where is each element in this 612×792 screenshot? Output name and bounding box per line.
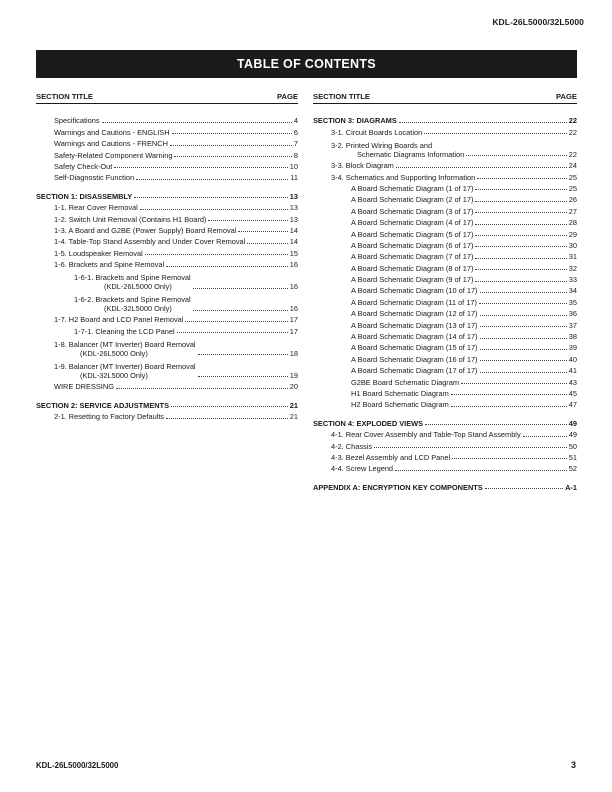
toc-entry-title-line: (KDL-32L5000 Only) bbox=[80, 370, 148, 380]
toc-entry bbox=[36, 291, 298, 313]
toc-entry-title: A Board Schematic Diagram (9 of 17) bbox=[351, 275, 474, 285]
toc-entry-title: A Board Schematic Diagram (6 of 17) bbox=[351, 240, 474, 250]
toc-entry bbox=[36, 398, 298, 409]
toc-banner: TABLE OF CONTENTS bbox=[36, 50, 577, 78]
toc-entry-page: 26 bbox=[568, 195, 577, 205]
toc-entry bbox=[313, 125, 577, 136]
toc-entry-title: A Board Schematic Diagram (10 of 17) bbox=[351, 286, 478, 296]
toc-entry bbox=[313, 462, 577, 473]
toc-entry-page: 35 bbox=[568, 297, 577, 307]
toc-entry-page: 7 bbox=[293, 139, 298, 149]
dot-leader bbox=[485, 488, 563, 489]
toc-entry-title bbox=[331, 141, 464, 159]
toc-entry bbox=[36, 171, 298, 182]
toc-entry-page: 8 bbox=[293, 150, 298, 160]
toc-entry bbox=[313, 439, 577, 450]
toc-entry-title: SECTION 2: SERVICE ADJUSTMENTS bbox=[36, 400, 170, 410]
toc-entry-page: 14 bbox=[289, 237, 298, 247]
page-number: 3 bbox=[570, 760, 576, 770]
toc-entry bbox=[36, 258, 298, 269]
dot-leader bbox=[396, 167, 567, 168]
toc-entry bbox=[313, 398, 577, 409]
toc-entry-page: 4 bbox=[293, 116, 298, 126]
toc-entry-title: 3-1. Circuit Boards Location bbox=[331, 127, 423, 137]
toc-entry bbox=[36, 358, 298, 380]
dot-leader bbox=[145, 254, 288, 255]
toc-entry-title: 3-3. Block Diagram bbox=[331, 161, 394, 171]
toc-entry-page: 15 bbox=[289, 248, 298, 258]
toc-entry-title: Safety-Related Component Warning bbox=[54, 150, 173, 160]
section-title-header: SECTION TITLE bbox=[36, 92, 93, 101]
toc-entry-title-line: (KDL-26L5000 Only) bbox=[80, 348, 148, 358]
toc-entry bbox=[313, 216, 577, 227]
dot-leader bbox=[140, 209, 288, 210]
dot-leader bbox=[170, 145, 292, 146]
toc-entry-page: 25 bbox=[568, 172, 577, 182]
toc-entry-title bbox=[54, 340, 196, 358]
toc-entry bbox=[313, 204, 577, 215]
toc-entry-page: 13 bbox=[289, 203, 298, 213]
page-header: PAGE bbox=[277, 92, 298, 101]
page-header: PAGE bbox=[556, 92, 577, 101]
toc-entry-title: A Board Schematic Diagram (13 of 17) bbox=[351, 320, 478, 330]
toc-entry bbox=[313, 307, 577, 318]
dot-leader bbox=[475, 235, 566, 236]
toc-entry bbox=[36, 114, 298, 125]
toc-entry-page: 21 bbox=[289, 412, 298, 422]
dot-leader bbox=[451, 394, 567, 395]
dot-leader bbox=[185, 321, 287, 322]
toc-entry-page: 29 bbox=[568, 229, 577, 239]
toc-entry bbox=[313, 170, 577, 181]
dot-leader bbox=[114, 167, 287, 168]
toc-entry-page: 16 bbox=[289, 304, 298, 314]
toc-entry-page: 17 bbox=[289, 315, 298, 325]
toc-entry-title bbox=[54, 362, 196, 380]
dot-leader bbox=[480, 292, 567, 293]
dot-leader bbox=[466, 155, 567, 156]
toc-entry-page: 30 bbox=[568, 240, 577, 250]
toc-entry-page: 24 bbox=[568, 161, 577, 171]
toc-entry-title: 1-5. Loudspeaker Removal bbox=[54, 248, 143, 258]
dot-leader bbox=[136, 179, 288, 180]
dot-leader bbox=[102, 122, 292, 123]
header-model: KDL-26L5000/32L5000 bbox=[492, 17, 584, 27]
toc-entry-title: A Board Schematic Diagram (14 of 17) bbox=[351, 332, 478, 342]
toc-entry bbox=[36, 269, 298, 291]
toc-entry-title-line: 1-6-2. Brackets and Spine Removal bbox=[74, 295, 191, 305]
dot-leader bbox=[198, 376, 288, 377]
toc-entry-title-line: (KDL-32L5000 Only) bbox=[104, 304, 172, 314]
toc-entry-title: G2BE Board Schematic Diagram bbox=[351, 377, 460, 387]
toc-entry bbox=[313, 451, 577, 462]
toc-entry-title-line: (KDL-26L5000 Only) bbox=[104, 282, 172, 292]
toc-left-column bbox=[36, 92, 298, 421]
toc-entry-title-line: 1-8. Balancer (MT Inverter) Board Removal bbox=[54, 339, 196, 349]
toc-entry bbox=[36, 201, 298, 212]
dot-leader bbox=[452, 458, 567, 459]
dot-leader bbox=[523, 436, 567, 437]
toc-entry-page: 16 bbox=[289, 260, 298, 270]
toc-entry bbox=[36, 224, 298, 235]
toc-entry-page: 37 bbox=[568, 320, 577, 330]
toc-entry-page: 14 bbox=[289, 225, 298, 235]
toc-entry bbox=[313, 114, 577, 125]
toc-entry-page: 31 bbox=[568, 252, 577, 262]
toc-entry bbox=[36, 313, 298, 324]
toc-entry-page: 49 bbox=[568, 418, 577, 428]
dot-leader bbox=[475, 212, 566, 213]
dot-leader bbox=[461, 383, 567, 384]
toc-entry-page: 18 bbox=[289, 348, 298, 358]
toc-right-column bbox=[313, 92, 577, 492]
toc-entry-page: 39 bbox=[568, 343, 577, 353]
dot-leader bbox=[451, 406, 567, 407]
toc-entry-page: 49 bbox=[568, 430, 577, 440]
toc-entry bbox=[313, 416, 577, 427]
footer-model: KDL-26L5000/32L5000 bbox=[36, 761, 119, 770]
toc-entry-title: Warnings and Cautions - ENGLISH bbox=[54, 127, 170, 137]
toc-entry bbox=[313, 159, 577, 170]
toc-entry-title: A Board Schematic Diagram (11 of 17) bbox=[351, 297, 477, 307]
toc-entry-title: A Board Schematic Diagram (15 of 17) bbox=[351, 343, 478, 353]
dot-leader bbox=[193, 310, 288, 311]
toc-entry-title: H1 Board Schematic Diagram bbox=[351, 388, 449, 398]
toc-entry-page: 32 bbox=[568, 263, 577, 273]
toc-entry-title: SECTION 4: EXPLODED VIEWS bbox=[313, 418, 424, 428]
toc-entry-title: 1-3. A Board and G2BE (Power Supply) Board Removal bbox=[54, 225, 237, 235]
toc-entry bbox=[313, 341, 577, 352]
toc-entry-title-line: 3-2. Printed Wiring Boards and bbox=[331, 140, 433, 150]
toc-entry-title: 4-2. Chassis bbox=[331, 441, 373, 451]
toc-entry-title: 1-6. Brackets and Spine Removal bbox=[54, 260, 165, 270]
toc-entry-page: 16 bbox=[289, 282, 298, 292]
toc-entry-page: 20 bbox=[289, 382, 298, 392]
dot-leader bbox=[475, 201, 566, 202]
toc-entry bbox=[313, 261, 577, 272]
toc-entry-page: 38 bbox=[568, 332, 577, 342]
toc-entry-page: 6 bbox=[293, 127, 298, 137]
toc-entry-title: A Board Schematic Diagram (7 of 17) bbox=[351, 252, 474, 262]
toc-entry-page: 50 bbox=[568, 441, 577, 451]
toc-entry-title: 4-3. Bezel Assembly and LCD Panel bbox=[331, 452, 451, 462]
toc-entry-page: 11 bbox=[290, 173, 298, 183]
toc-entry-title: A Board Schematic Diagram (4 of 17) bbox=[351, 218, 474, 228]
toc-entry bbox=[36, 148, 298, 159]
toc-entry-page: 34 bbox=[568, 286, 577, 296]
dot-leader bbox=[475, 281, 566, 282]
toc-entry bbox=[313, 284, 577, 295]
toc-entry-page: 27 bbox=[568, 206, 577, 216]
toc-entry-page: 25 bbox=[568, 183, 577, 193]
toc-entry bbox=[313, 295, 577, 306]
toc-entry bbox=[36, 137, 298, 148]
dot-leader bbox=[425, 424, 567, 425]
toc-entry-title: 1-7-1. Cleaning the LCD Panel bbox=[74, 326, 175, 336]
toc-entry-title: 4-1. Rear Cover Assembly and Table-Top Stand Assembly bbox=[331, 430, 521, 440]
toc-entry bbox=[313, 227, 577, 238]
toc-entry bbox=[36, 160, 298, 171]
toc-entry-title: A Board Schematic Diagram (1 of 17) bbox=[351, 183, 474, 193]
toc-entry-title: A Board Schematic Diagram (3 of 17) bbox=[351, 206, 474, 216]
toc-entry-title: Safety Check-Out bbox=[54, 161, 113, 171]
toc-entry-page: 22 bbox=[568, 116, 577, 126]
toc-entry bbox=[313, 428, 577, 439]
dot-leader bbox=[480, 349, 567, 350]
toc-entry-title: A Board Schematic Diagram (17 of 17) bbox=[351, 366, 478, 376]
toc-entry-title: H2 Board Schematic Diagram bbox=[351, 400, 449, 410]
dot-leader bbox=[480, 338, 567, 339]
toc-entry-title: Specifications bbox=[54, 116, 100, 126]
dot-leader bbox=[475, 224, 566, 225]
toc-entry-title: A Board Schematic Diagram (8 of 17) bbox=[351, 263, 474, 273]
toc-entry-title: 2-1. Resetting to Factory Defaults bbox=[54, 412, 165, 422]
dot-leader bbox=[480, 315, 567, 316]
section-title-header: SECTION TITLE bbox=[313, 92, 370, 101]
toc-entry bbox=[313, 193, 577, 204]
dot-leader bbox=[399, 122, 567, 123]
dot-leader bbox=[174, 156, 291, 157]
toc-entry-page: 21 bbox=[289, 400, 298, 410]
dot-leader bbox=[475, 246, 566, 247]
toc-entry bbox=[36, 212, 298, 223]
toc-entry-page: 10 bbox=[289, 161, 298, 171]
dot-leader bbox=[193, 288, 288, 289]
toc-entry-title-line: 1-6-1. Brackets and Spine Removal bbox=[74, 273, 191, 283]
dot-leader bbox=[424, 133, 567, 134]
toc-entry-page: 52 bbox=[568, 464, 577, 474]
toc-entry-title: APPENDIX A: ENCRYPTION KEY COMPONENTS bbox=[313, 482, 483, 492]
toc-entry bbox=[36, 189, 298, 200]
toc-entry-title: Self-Diagnostic Function bbox=[54, 173, 135, 183]
toc-entry-page: 28 bbox=[568, 218, 577, 228]
toc-entry-title: A Board Schematic Diagram (2 of 17) bbox=[351, 195, 474, 205]
dot-leader bbox=[166, 418, 288, 419]
dot-leader bbox=[247, 243, 287, 244]
toc-entry-title: 1-4. Table-Top Stand Assembly and Under Cover Removal bbox=[54, 237, 246, 247]
toc-entry bbox=[313, 239, 577, 250]
toc-entry-title: 1-1. Rear Cover Removal bbox=[54, 203, 138, 213]
toc-entry bbox=[36, 324, 298, 335]
toc-entry bbox=[36, 336, 298, 358]
toc-entry-page: 19 bbox=[289, 370, 298, 380]
toc-entry-title: 3-4. Schematics and Supporting Information bbox=[331, 172, 476, 182]
dot-leader bbox=[198, 354, 288, 355]
toc-entry-title bbox=[74, 273, 191, 291]
toc-entry-title: 1-7. H2 Board and LCD Panel Removal bbox=[54, 315, 184, 325]
toc-entry-page: 13 bbox=[289, 214, 298, 224]
dot-leader bbox=[475, 189, 566, 190]
dot-leader bbox=[374, 447, 567, 448]
dot-leader bbox=[395, 470, 567, 471]
toc-entry-title: Warnings and Cautions - FRENCH bbox=[54, 139, 168, 149]
toc-right-list bbox=[313, 114, 577, 492]
toc-entry bbox=[313, 364, 577, 375]
toc-entry bbox=[313, 387, 577, 398]
dot-leader bbox=[480, 372, 567, 373]
toc-entry-title: SECTION 1: DISASSEMBLY bbox=[36, 191, 133, 201]
dot-leader bbox=[166, 266, 288, 267]
toc-entry bbox=[313, 375, 577, 386]
toc-entry-title: 4-4. Screw Legend bbox=[331, 464, 394, 474]
dot-leader bbox=[208, 220, 287, 221]
toc-entry-page: 13 bbox=[289, 191, 298, 201]
toc-entry bbox=[313, 480, 577, 491]
toc-entry-title: A Board Schematic Diagram (12 of 17) bbox=[351, 309, 478, 319]
toc-entry-page: 40 bbox=[568, 354, 577, 364]
toc-entry-title: A Board Schematic Diagram (5 of 17) bbox=[351, 229, 474, 239]
column-header bbox=[36, 92, 298, 104]
dot-leader bbox=[475, 269, 566, 270]
dot-leader bbox=[479, 303, 567, 304]
toc-entry-page: 22 bbox=[568, 127, 577, 137]
toc-entry bbox=[313, 352, 577, 363]
toc-entry-page: 51 bbox=[568, 452, 577, 462]
toc-entry-page: 43 bbox=[568, 377, 577, 387]
dot-leader bbox=[480, 326, 567, 327]
toc-entry-title: SECTION 3: DIAGRAMS bbox=[313, 116, 397, 126]
toc-entry bbox=[313, 137, 577, 159]
toc-entry bbox=[36, 125, 298, 136]
toc-entry bbox=[313, 250, 577, 261]
dot-leader bbox=[134, 197, 288, 198]
toc-entry-title-line: 1-9. Balancer (MT Inverter) Board Removal bbox=[54, 361, 196, 371]
toc-entry bbox=[313, 330, 577, 341]
toc-entry-title: A Board Schematic Diagram (16 of 17) bbox=[351, 354, 478, 364]
dot-leader bbox=[480, 360, 567, 361]
toc-entry-page: 33 bbox=[568, 275, 577, 285]
toc-entry-page: 36 bbox=[568, 309, 577, 319]
toc-entry-title-line: Schematic Diagrams Information bbox=[357, 149, 465, 159]
toc-entry bbox=[36, 410, 298, 421]
dot-leader bbox=[172, 133, 292, 134]
toc-entry-title: WIRE DRESSING bbox=[54, 382, 114, 392]
toc-entry-page: 41 bbox=[568, 366, 577, 376]
column-header bbox=[313, 92, 577, 104]
toc-entry-page: 45 bbox=[568, 388, 577, 398]
toc-entry bbox=[36, 246, 298, 257]
dot-leader bbox=[177, 332, 288, 333]
dot-leader bbox=[238, 231, 287, 232]
toc-entry bbox=[36, 380, 298, 391]
dot-leader bbox=[475, 258, 566, 259]
toc-entry bbox=[313, 182, 577, 193]
dot-leader bbox=[477, 178, 567, 179]
toc-entry bbox=[313, 318, 577, 329]
toc-entry-title: 1-2. Switch Unit Removal (Contains H1 Board) bbox=[54, 214, 207, 224]
toc-entry bbox=[313, 273, 577, 284]
toc-entry-page: 17 bbox=[289, 326, 298, 336]
dot-leader bbox=[171, 406, 288, 407]
toc-entry bbox=[36, 235, 298, 246]
toc-entry-page: 47 bbox=[568, 400, 577, 410]
toc-left-list bbox=[36, 114, 298, 421]
dot-leader bbox=[116, 388, 288, 389]
toc-entry-page: 22 bbox=[568, 149, 577, 159]
toc-entry-page: A-1 bbox=[565, 482, 577, 492]
toc-entry-title bbox=[74, 295, 191, 313]
